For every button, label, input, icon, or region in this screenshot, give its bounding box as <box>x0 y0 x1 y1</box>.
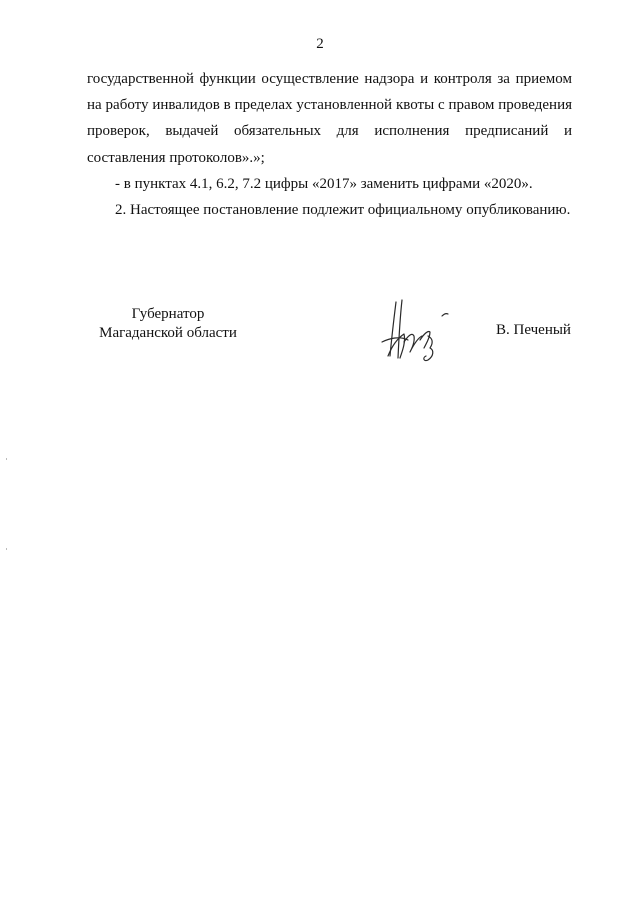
signatory-title <box>78 305 258 343</box>
text-line: опубликованию. <box>466 202 571 219</box>
text-line: государственной функции осуществление надзора и контроля за приемом <box>87 71 572 87</box>
margin-mark <box>6 548 7 550</box>
paragraph-continuation <box>87 66 572 171</box>
paragraph-publication <box>87 197 572 223</box>
document-body <box>87 66 572 223</box>
text-line: и составления протоколов».»; <box>87 123 573 166</box>
page-number: 2 <box>316 36 324 52</box>
text-line: на работу инвалидов в пределах установленной квоты с правом проведения <box>87 97 572 114</box>
signatory-title-line: Магаданской области <box>99 325 237 341</box>
text-line: проверок, выдачей обязательных для исполнения предписаний <box>87 123 549 140</box>
signatory-title-line: Губернатор <box>131 306 205 322</box>
margin-mark <box>6 458 7 460</box>
paragraph-amendment: - в пунктах 4.1, 6.2, 7.2 цифры «2017» заменить цифрами «2020». <box>115 175 533 192</box>
signer-name: В. Печеный <box>496 322 571 338</box>
text-line: 2. Настоящее постановление подлежит официальному <box>115 202 463 219</box>
handwritten-signature <box>372 296 452 368</box>
